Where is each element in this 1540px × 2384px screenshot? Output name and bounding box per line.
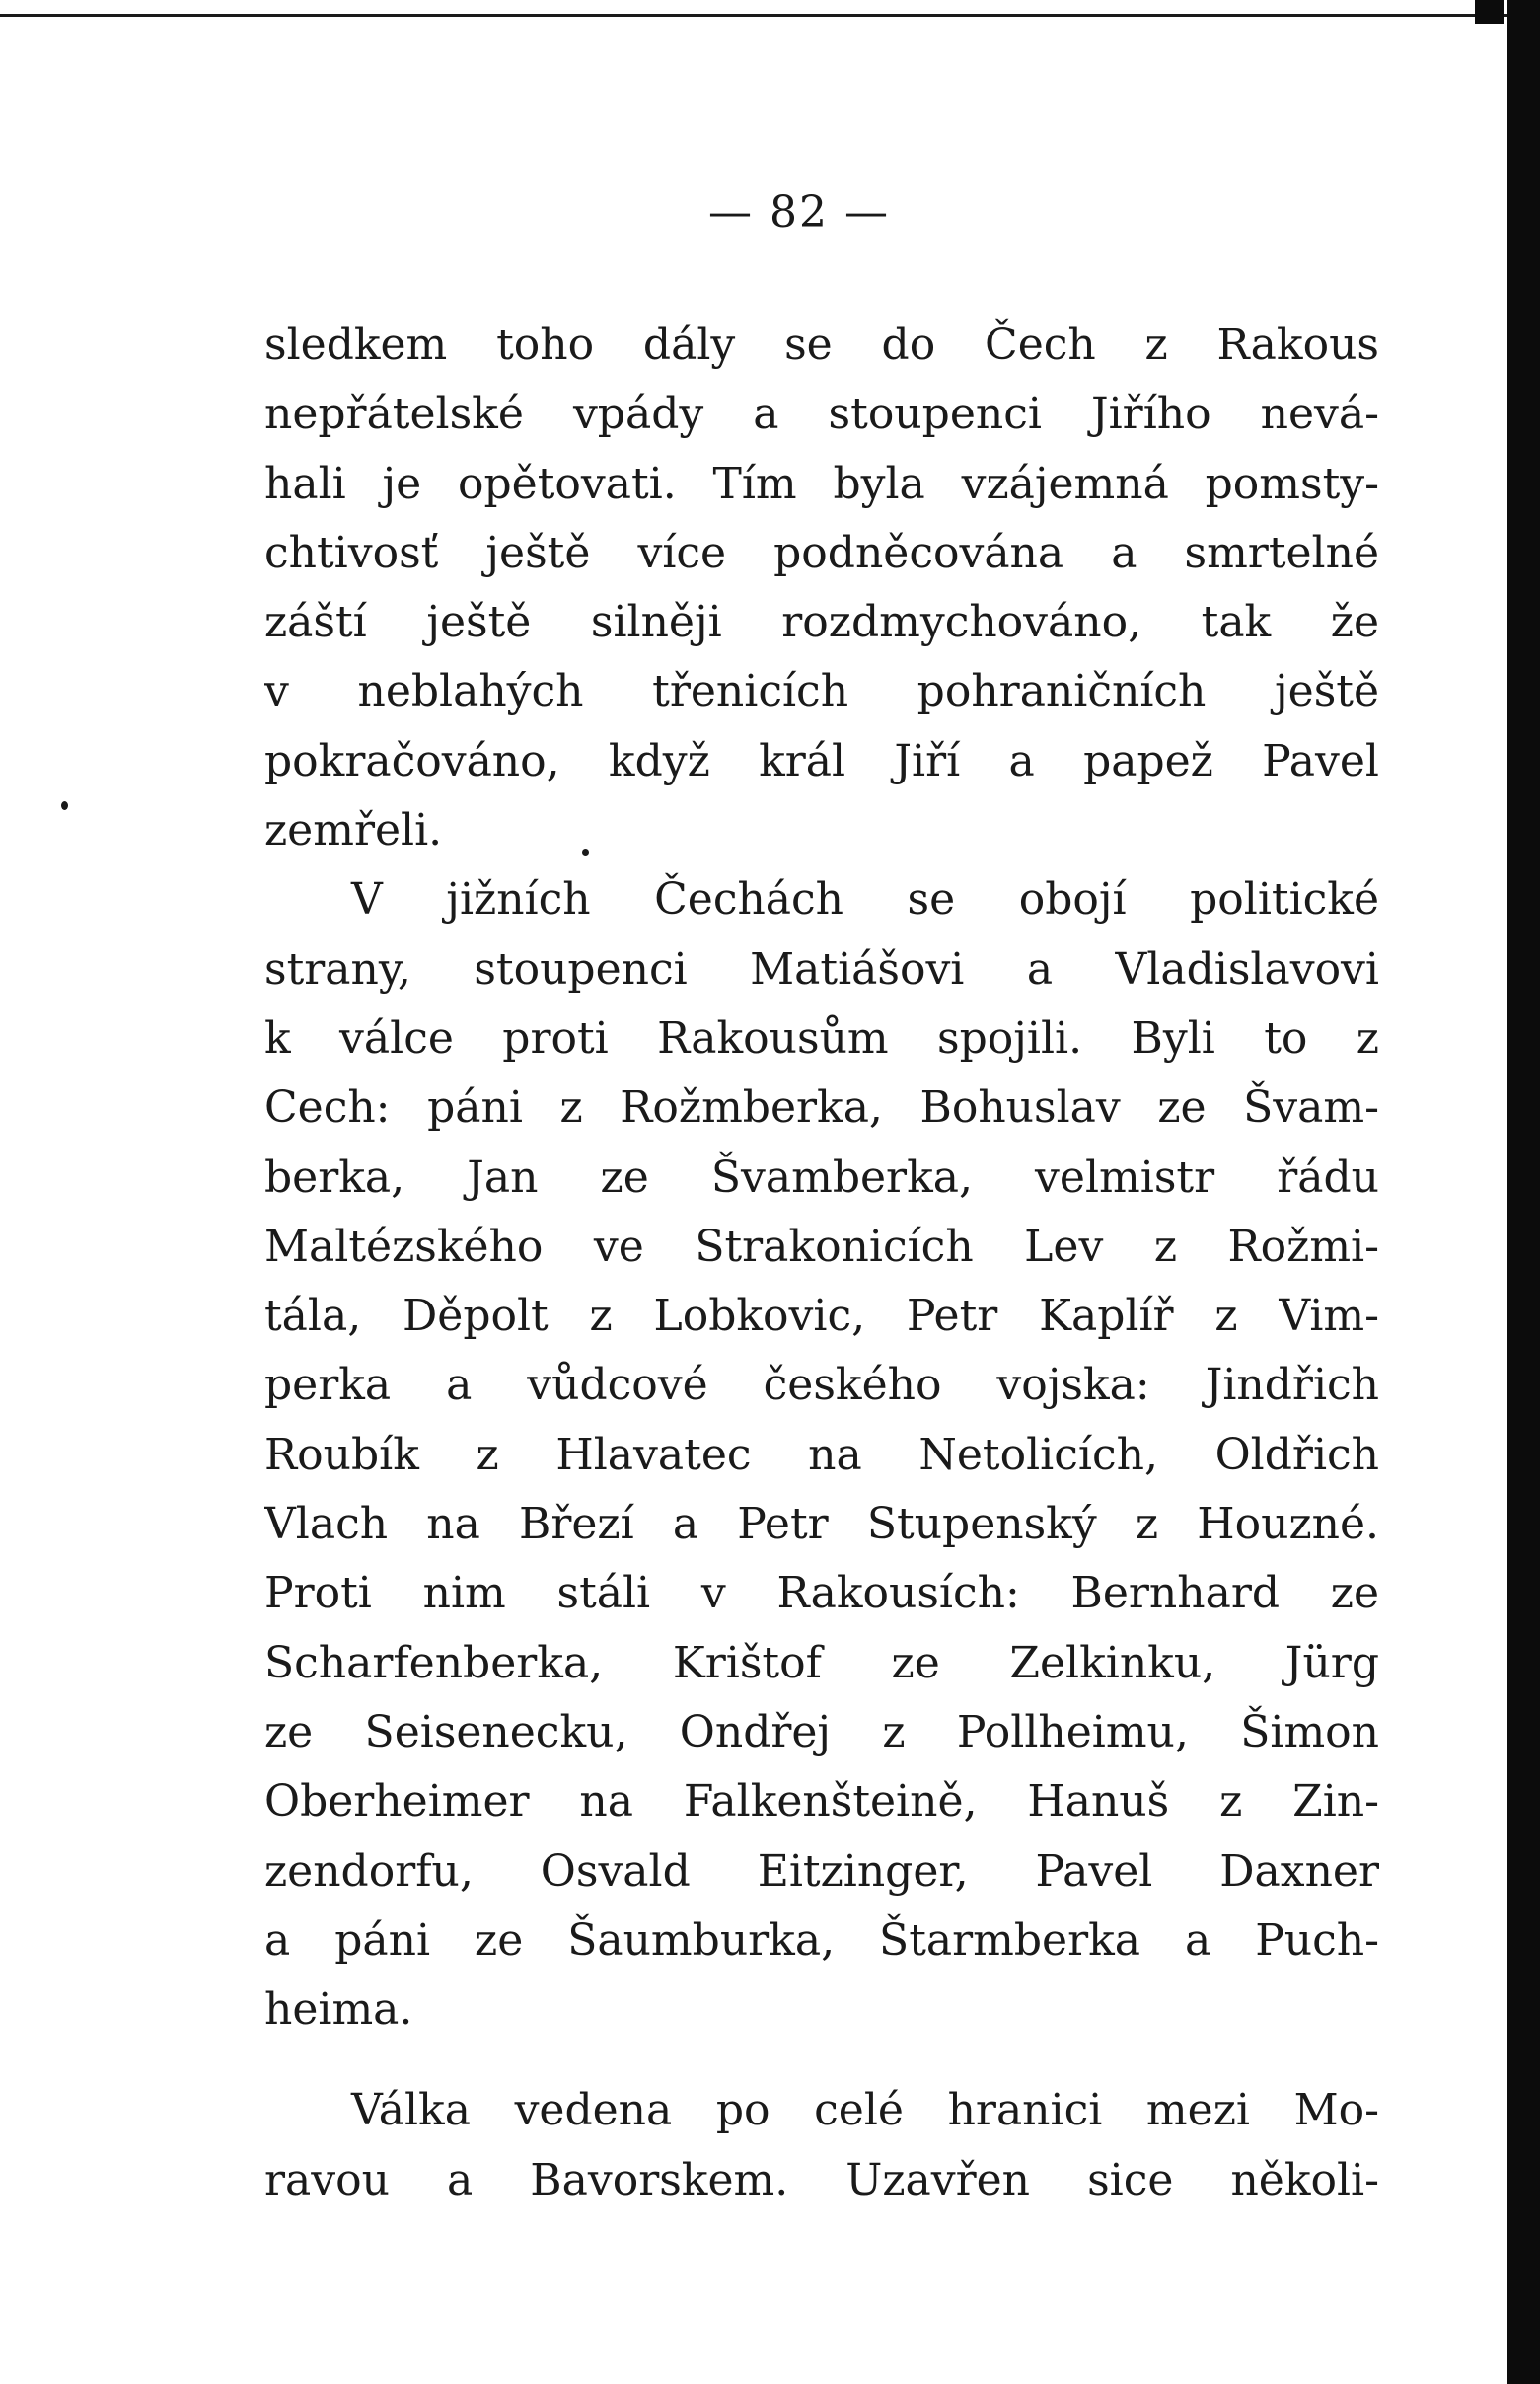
scan-corner-mark [1475,0,1504,24]
paragraph-2 [264,865,1379,2045]
page-number: — 82 — [708,187,890,238]
text-line: Oberheimer na Falkenšteině, Hanuš z Zin- [264,1776,1379,1827]
text-line: Vlach na Březí a Petr Stupenský z Houzné. [264,1499,1379,1550]
text-line: záští ještě silněji rozdmychováno, tak že [264,597,1379,648]
page-body-text [264,311,1379,2215]
text-line: perka a vůdcové českého vojska: Jindřich [264,1360,1379,1411]
paragraph-3 [264,2076,1379,2215]
text-line: strany, stoupenci Matiášovi a Vladislavovi [264,943,1379,995]
text-line: V jižních Čechách se obojí politické [351,874,1379,926]
paragraph-1 [264,311,1379,865]
text-line: zendorfu, Osvald Eitzinger, Pavel Daxner [264,1845,1379,1897]
text-line: nepřátelské vpády a stoupenci Jiřího nevá- [264,389,1379,440]
text-line: a páni ze Šaumburka, Štarmberka a Puch- [264,1914,1379,1966]
text-line: Válka vedena po celé hranici mezi Mo- [351,2085,1379,2136]
text-line: Cech: páni z Rožmberka, Bohuslav ze Švam- [264,1082,1379,1134]
text-line: Roubík z Hlavatec na Netolicích, Oldřich [264,1429,1379,1480]
text-line: sledkem toho dály se do Čech z Rakous [264,320,1379,370]
text-line: zemřeli. [264,805,443,857]
text-line: k válce proti Rakousům spojili. Byli to z [264,1012,1379,1064]
top-edge-rule [0,14,1519,17]
text-line: Scharfenberka, Krištof ze Zelkinku, Jürg [264,1637,1379,1688]
ink-speck [61,801,68,810]
text-line: v neblahých třenicích pohraničních ještě [264,666,1379,717]
text-line: pokračováno, když král Jiří a papež Pavel [264,735,1379,786]
text-line: tála, Děpolt z Lobkovic, Petr Kaplíř z Vim- [264,1291,1379,1342]
paragraph-gap [264,2045,1379,2076]
scan-right-edge [1507,0,1540,2384]
text-line: chtivosť ještě více podněcována a smrtelné [264,527,1379,578]
text-line: Proti nim stáli v Rakousích: Bernhard ze [264,1568,1379,1619]
text-line: ravou a Bavorskem. Uzavřen sice několi- [264,2154,1379,2205]
text-line: heima. [264,1984,413,2036]
text-line: Maltézského ve Strakonicích Lev z Rožmi- [264,1221,1379,1272]
text-line: hali je opětovati. Tím byla vzájemná pomsty- [264,458,1379,509]
text-line: berka, Jan ze Švamberka, velmistr řádu [264,1152,1379,1203]
text-line: ze Seisenecku, Ondřej z Pollheimu, Šimon [264,1706,1379,1757]
